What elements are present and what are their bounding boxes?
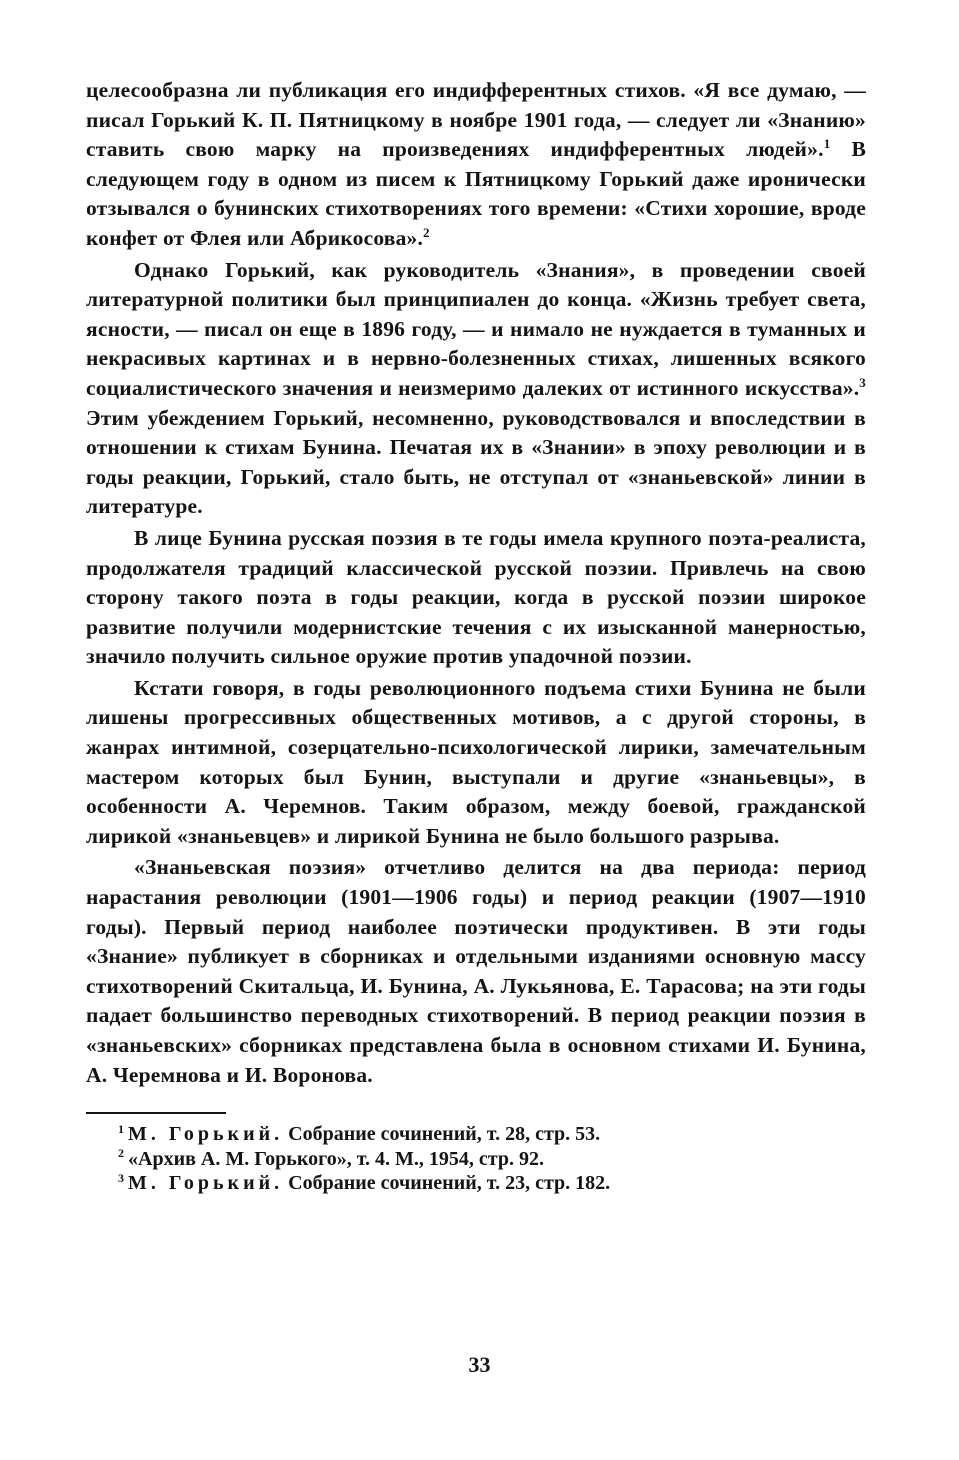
footnote-2 <box>86 1147 866 1172</box>
paragraph-1-text-a: целесообразна ли публикация его индифферентных стихов. «Я все думаю, — писал Горький К. П. Пятницкому в ноябре 1901 года, — следует ли «Знанию» ставить свою марку на произведениях индифферентных людей». <box>86 78 866 162</box>
footnote-ref-3[interactable]: 3 <box>859 374 866 390</box>
paragraph-1 <box>86 76 866 254</box>
footnote-3-author: М. Горький. <box>128 1172 284 1195</box>
footnote-ref-2[interactable]: 2 <box>423 224 430 240</box>
footnotes <box>86 1122 866 1196</box>
footnote-3 <box>86 1171 866 1196</box>
footnote-1-number: 1 <box>118 1121 124 1136</box>
paragraph-1-text-b: В следующем году в одном из писем к Пятницкому Горький даже иронически отзывался о бунинских стихотворениях того времени: «Стихи хорошие, вроде конфет от Флея или Абрикосова». <box>86 137 866 250</box>
footnote-divider <box>86 1112 226 1114</box>
paragraph-5: «Знаньевская поэзия» отчетливо делится на два периода: период нарастания революции (1901—1906 годы) и период реакции (1907—1910 годы). Первый период наиболее поэтически продуктивен. В эти годы «Знание» публикует в сборниках и отдельными изданиями основную массу стихотворений Скитальца, И. Бунина, А. Лукьянова, Е. Тарасова; на эти годы падает большинство переводных стихотворений. В период реакции поэзия в «знаньевских» сборниках представлена была в основном стихами И. Бунина, А. Черемнова и И. Воронова. <box>86 855 866 1087</box>
footnote-2-number: 2 <box>118 1146 124 1161</box>
paragraph-3: В лице Бунина русская поэзия в те годы имела крупного поэта-реалиста, продолжателя традиций классической русской поэзии. Привлечь на свою сторону такого поэта в годы реакции, когда в русской поэзии широкое развитие получили модернистские течения с их изысканной манерностью, значило получить сильное оружие против упадочной поэзии. <box>86 525 866 669</box>
page-number: 33 <box>468 1352 491 1377</box>
footnote-1-author: М. Горький. <box>128 1123 284 1146</box>
footnote-3-number: 3 <box>118 1170 124 1185</box>
page-body <box>86 76 866 1196</box>
footnote-2-text: «Архив А. М. Горького», т. 4. М., 1954, стр. 92. <box>128 1147 544 1170</box>
footnote-1 <box>86 1122 866 1147</box>
footnote-1-text: Собрание сочинений, т. 28, стр. 53. <box>283 1123 601 1146</box>
paragraph-2-text-a: Однако Горький, как руководитель «Знания», в проведении своей литературной политики был принципиален до конца. «Жизнь требует света, ясности, — писал он еще в 1896 году, — и нимало не нуждается в туманных и некрасивых картинах и в нервно-болезненных стихах, лишенных всякого социалистического значения и неизмеримо далеких от истинного искусства». <box>86 257 866 400</box>
footnote-ref-1[interactable]: 1 <box>823 136 831 152</box>
footnote-3-text: Собрание сочинений, т. 23, стр. 182. <box>283 1172 611 1195</box>
paragraph-4: Кстати говоря, в годы революционного подъема стихи Бунина не были лишены прогрессивных общественных мотивов, а с другой стороны, в жанрах интимной, созерцательно-психологической лирики, замечательным мастером которых был Бунин, выступали и другие «знаньевцы», в особенности А. Черемнов. Таким образом, между боевой, гражданской лирикой «знаньевцев» и лирикой Бунина не было большого разрыва. <box>86 675 866 848</box>
paragraph-2-text-b: Этим убеждением Горький, несомненно, руководствовался и впоследствии в отношении к стихам Бунина. Печатая их в «Знании» в эпоху революции и в годы реакции, Горький, стало быть, не отступал от «знаньевской» линии в литературе. <box>86 405 866 519</box>
paragraph-2 <box>86 256 866 522</box>
